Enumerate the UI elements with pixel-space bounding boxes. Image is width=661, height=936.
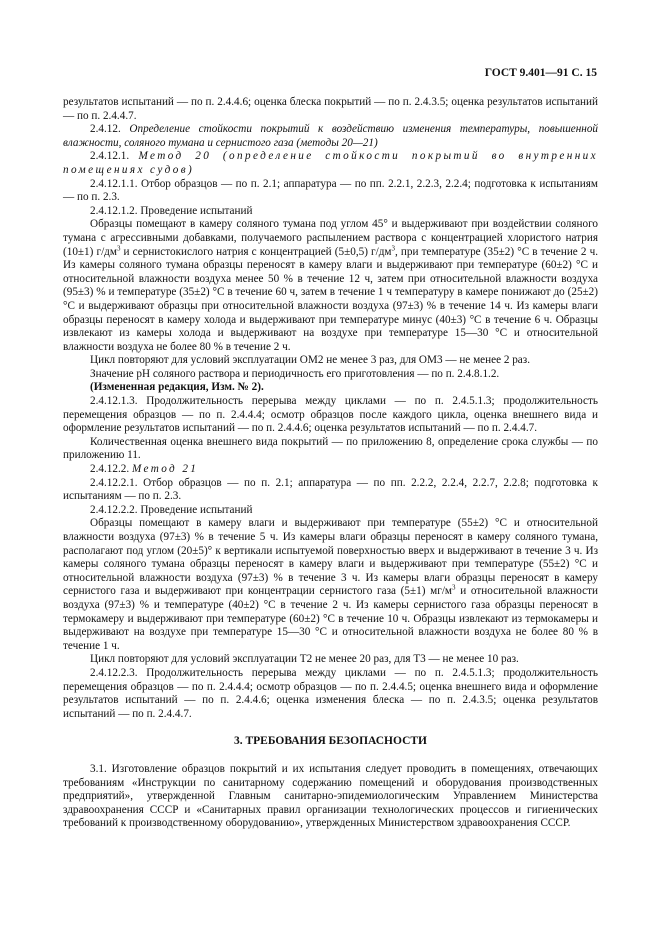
method-title: Метод 21: [131, 463, 199, 476]
paragraph: 2.4.12.1.2. Проведение испытаний: [90, 204, 253, 217]
superscript: 3: [116, 243, 121, 252]
superscript: 3: [452, 583, 456, 592]
paragraph: 2.4.12.2.3. Продолжительность перерыва между циклами — по п. 2.4.5.1.3; продолжительность перемещения образцов — по п. 2.4.4.4; осмотр образцов — по п. 2.4.4.5; оценка внешнего вида и оформление результатов испытаний — по п. 2.4.4.6; оценка изменения блеска — по п. 2.4.3.5; оценка результатов испытаний — по п. 2.4.4.7.: [63, 666, 598, 720]
paragraph: 2.4.12.2.1. Отбор образцов — по п. 2.1; аппаратура — по пп. 2.2.2, 2.2.4, 2.2.7, 2.2.8; подготовка к испытаниям — по п. 2.3.: [63, 476, 598, 503]
paragraph: 2.4.12.1.1. Отбор образцов — по п. 2.1; аппаратура — по пп. 2.2.1, 2.2.3, 2.2.4; подготовка к испытаниям — по п. 2.3.: [63, 177, 598, 204]
clause-2-4-12: [63, 123, 598, 150]
clause-number: 2.4.12.1.: [90, 150, 130, 163]
superscript: 3: [391, 243, 396, 252]
paragraph: 2.4.12.2.2. Проведение испытаний: [90, 503, 253, 516]
text-run: и сернистокислого натрия с концентрацией (5±0,5) г/дм: [120, 245, 392, 258]
clause-2-4-12-2: [63, 463, 598, 477]
paragraph: Цикл повторяют для условий эксплуатации ОМ2 не менее 3 раз, для ОМ3 — не менее 2 раз.: [90, 354, 530, 367]
paragraph: результатов испытаний — по п. 2.4.4.6; оценка блеска покрытий — по п. 2.4.3.5; оценка результатов испытаний — по п. 2.4.4.7.: [63, 96, 598, 122]
text-run: Образцы помещают в камеру соляного тумана под углом 45° и выдерживают при воздействии соляного тумана с агрессивными добавками, получаемого распылением раствора с концентрацией хлористого натрия (10±1) г/дм: [63, 218, 598, 258]
amendment-note: (Измененная редакция, Изм. № 2).: [90, 381, 264, 394]
procedure-paragraph: [63, 218, 598, 354]
text-run: Образцы помещают в камеру влаги и выдерживают при температуре (55±2) °С и относительной влажности воздуха (97±3) % в течение 5 ч. Из камеры влаги образцы переносят в камеру соляного тумана, располагают под углом (20±5)° к вертикали испытуемой поверхностью вверх и выдерживают в течение 3 ч. Из камеры соляного тумана образцы переносят в камеру влаги и выдерживают при температуре (55±2) °С и относительной влажности воздуха (97±3) % в течение 3 ч. Из камеры влаги образцы переносят в камеру сернистого газа и выдерживают при концентрации сернистого газа (5±1) мг/м: [63, 517, 598, 598]
clause-number: 2.4.12.2.: [90, 463, 130, 476]
method-title: Метод 20 (определение стойкости покрытий во внутренних помещениях судов): [63, 150, 599, 176]
paragraph: 2.4.12.1.3. Продолжительность перерыва между циклами — по п. 2.4.5.1.3; продолжительность перемещения образцов — по п. 2.4.4.4; осмотр образцов после каждого цикла, оценка внешнего вида и оформление результатов испытаний — по п. 2.4.4.6; оценка результатов испытаний — по п. 2.4.4.7.: [63, 395, 598, 435]
paragraph: Количественная оценка внешнего вида покрытий — по приложению 8, определение срока службы — по приложению 11.: [63, 435, 598, 462]
clause-number: 2.4.12.: [90, 123, 121, 136]
paragraph: Цикл повторяют для условий эксплуатации Т2 не менее 20 раз, для Т3 — не менее 10 раз.: [90, 653, 519, 666]
procedure-paragraph: [63, 517, 598, 653]
document-body: [63, 96, 598, 831]
clause-title: Определение стойкости покрытий к воздействию изменения температуры, повышенной влажности, соляного тумана и сернистого газа (методы 20—21): [63, 123, 599, 149]
paragraph: Значение pH соляного раствора и периодичность его приготовления — по п. 2.4.8.1.2.: [90, 367, 500, 380]
section-title: 3. ТРЕБОВАНИЯ БЕЗОПАСНОСТИ: [233, 735, 428, 748]
paragraph: 3.1. Изготовление образцов покрытий и их испытания следует проводить в помещениях, отвечающих требованиям «Инструкции по санитарному содержанию помещений и оборудования производственных предприятий», утвержденной Главным санитарно-эпидемиологическим Управлением Министерства здравоохранения СССР и «Санитарных правил организации технологических процессов и гигиенических требований к производственному оборудованию», утвержденных Министерством здравоохранения СССР.: [63, 762, 598, 830]
text-run: , при температуре (35±2) °С в течение 2 ч. Из камеры соляного тумана образцы переносят в камеру влаги и выдерживают при температуре (60±2) °С и относительной влажности воздуха менее 50 % в течение 12 ч, затем при относительной влажности воздуха (95±3) % и температуре (35±2) °С в течение 60 ч, затем в течение 1 ч температуру в камере понижают до (25±2) °С и выдерживают образцы при относительной влажности воздуха (97±3) % в течение 14 ч. Из камеры влаги образцы переносят в камеру холода и выдерживают при температуре минус (40±3) °С в течение 6 ч. Образцы извлекают из камеры холода и выдерживают на воздухе при температуре 15—30 °С и относительной влажности воздуха не более 80 % в течение 2 ч.: [63, 245, 598, 353]
page-header: ГОСТ 9.401—91 С. 15: [484, 67, 597, 79]
text-run: и относительной влажности воздуха (97±3) % и температуре (40±2) °С в течение 2 ч. Из камеры сернистого газа образцы переносят в термокамеру и выдерживают при температуре (60±2) °С в течение 10 ч. Образцы извлекают из термокамеры и выдерживают на воздухе при температуре 15—30 °С и относительной влажности воздуха не более 80 % в течение 1 ч.: [63, 585, 598, 652]
clause-2-4-12-1: [63, 150, 598, 177]
